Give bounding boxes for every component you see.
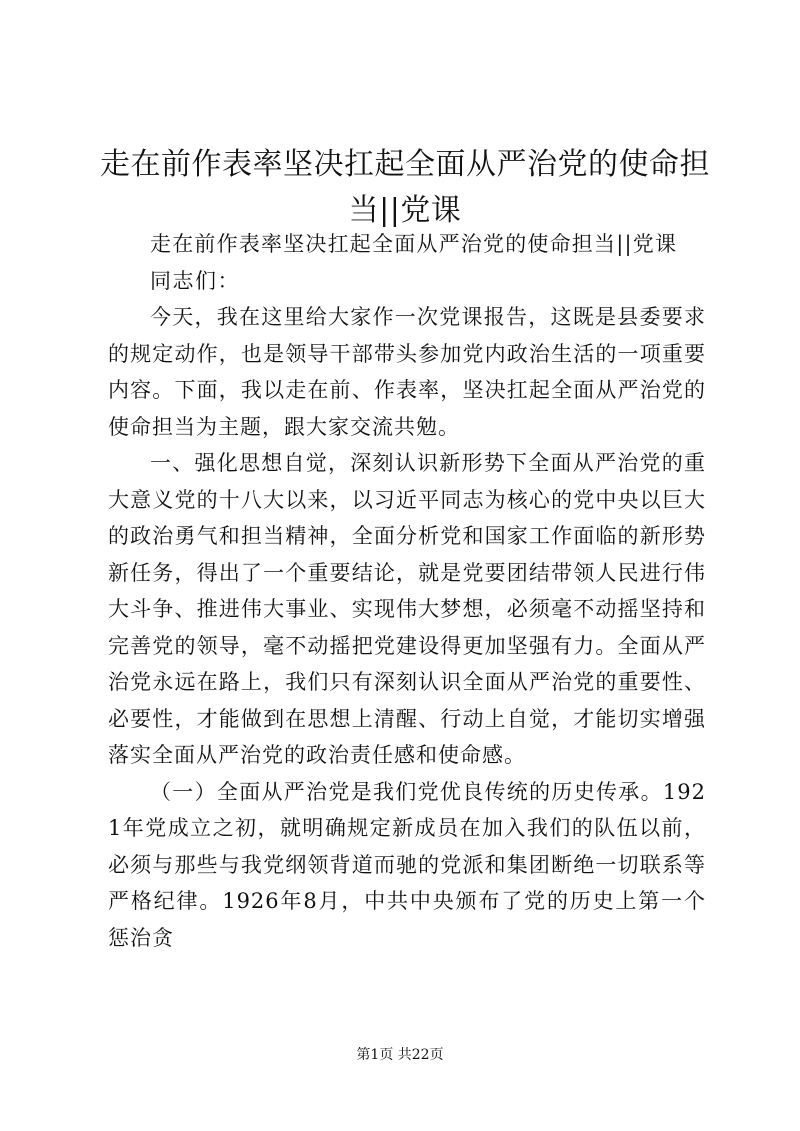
body-paragraph: 一、强化思想自觉，深刻认识新形势下全面从严治党的重大意义党的十八大以来，以习近平同志为核心的党中央以巨大的政治勇气和担当精神，全面分析党和国家工作面临的新形势新任务，得出了一个重要结论，就是党要团结带领人民进行伟大斗争、推进伟大事业、实现伟大梦想，必须毫不动摇坚持和完善党的领导，毫不动摇把党建设得更加坚强有力。全面从严治党永远在路上，我们只有深刻认识全面从严治党的重要性、必要性，才能做到在思想上清醒、行动上自觉，才能切实增强落实全面从严治党的政治责任感和使命感。 [108,451,706,767]
page-number-footer: 第1页 共22页 [356,1047,444,1063]
greeting: 同志们： [150,268,240,293]
body-paragraph: （一）全面从严治党是我们党优良传统的历史传承。1921年党成立之初，就明确规定新成员在加入我们的队伍以前，必须与那些与我党纲领背道而驰的党派和集团断绝一切联系等严格纪律。1926年8月，中共中央颁布了党的历史上第一个惩治贪 [108,779,706,950]
document-title: 走在前作表率坚决扛起全面从严治党的使命担当||党课 [100,147,710,228]
document-subtitle: 走在前作表率坚决扛起全面从严治党的使命担当||党课 [150,232,678,256]
document-body [108,226,706,956]
body-paragraph: 今天，我在这里给大家作一次党课报告，这既是县委要求的规定动作，也是领导干部带头参加党内政治生活的一项重要内容。下面，我以走在前、作表率，坚决扛起全面从严治党的使命担当为主题，跟大家交流共勉。 [108,305,706,439]
